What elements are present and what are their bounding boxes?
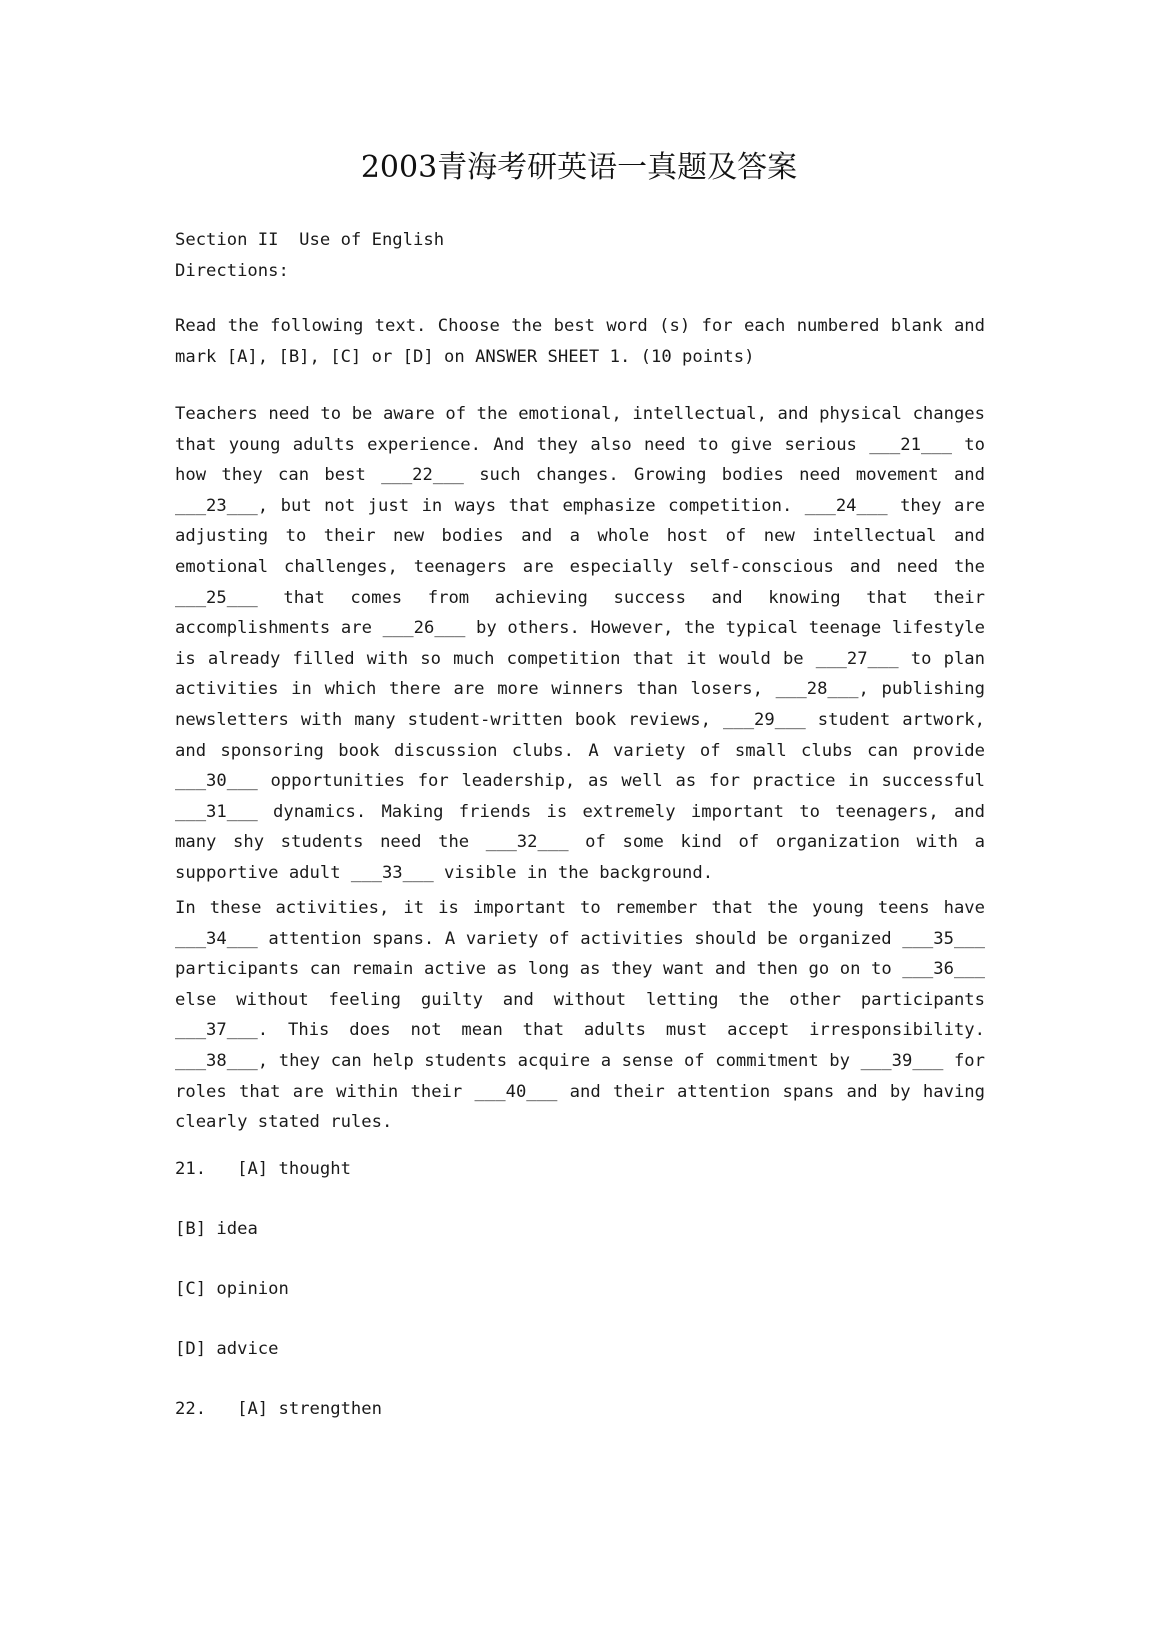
section-heading: Section II Use of English xyxy=(175,230,445,250)
option-text: strengthen xyxy=(278,1399,382,1419)
passage-paragraph-1: Teachers need to be aware of the emotional, intellectual, and physical changes that young adults experience. And they also need to give serious ___21___ to how they can best ___22___ such changes. Growing bodies need movement and ___23___, but not just in ways that emphasize competition. ___24___ they are adjusting to their new bodies and a whole host of new intellectual and emotional challenges, teenagers are especially self-conscious and need the ___25___ that comes from achieving success and knowing that their accomplishments are ___26___ by others. However, the typical teenage lifestyle is already filled with so much competition that it would be ___27___ to plan activities in which there are more winners than losers, ___28___, publishing newsletters with many student-written book reviews, ___29___ student artwork, and sponsoring book discussion clubs. A variety of small clubs can provide ___30___ opportunities for leadership, as well as for practice in successful ___31___ dynamics. Making friends is extremely important to teenagers, and many shy students need the ___32___ of some kind of organization with a supportive adult ___33___ visible in the background. xyxy=(175,404,985,883)
document-title: 2003青海考研英语一真题及答案 xyxy=(360,150,798,185)
option-letter: [A] xyxy=(237,1399,269,1419)
question-21-option-b xyxy=(175,1214,985,1245)
question-21 xyxy=(175,1154,985,1185)
option-letter: [D] xyxy=(175,1339,207,1359)
option-letter: [B] xyxy=(175,1219,207,1239)
option-letter: [A] xyxy=(237,1159,269,1179)
option-text: idea xyxy=(216,1219,258,1239)
option-text: thought xyxy=(278,1159,351,1179)
passage-paragraph-2: In these activities, it is important to remember that the young teens have ___34___ attention spans. A variety of activities should be organized ___35___ participants can remain active as long as they want and then go on to ___36___ else without feeling guilty and without letting the other participants ___37___. This does not mean that adults must accept irresponsibility. ___38___, they can help students acquire a sense of commitment by ___39___ for roles that are within their ___40___ and their attention spans and by having clearly stated rules. xyxy=(175,898,985,1133)
question-21-option-d xyxy=(175,1334,985,1365)
section-heading-block xyxy=(175,225,985,286)
option-text: opinion xyxy=(216,1279,289,1299)
directions-text: Read the following text. Choose the best word (s) for each numbered blank and mark [A], [B], [C] or [D] on ANSWER SHEET 1. (10 points) xyxy=(175,316,985,367)
question-number: 22. xyxy=(175,1399,207,1419)
question-22 xyxy=(175,1394,985,1425)
question-21-option-c xyxy=(175,1274,985,1305)
option-text: advice xyxy=(216,1339,279,1359)
option-letter: [C] xyxy=(175,1279,207,1299)
directions-label: Directions: xyxy=(175,260,289,281)
question-number: 21. xyxy=(175,1159,207,1179)
